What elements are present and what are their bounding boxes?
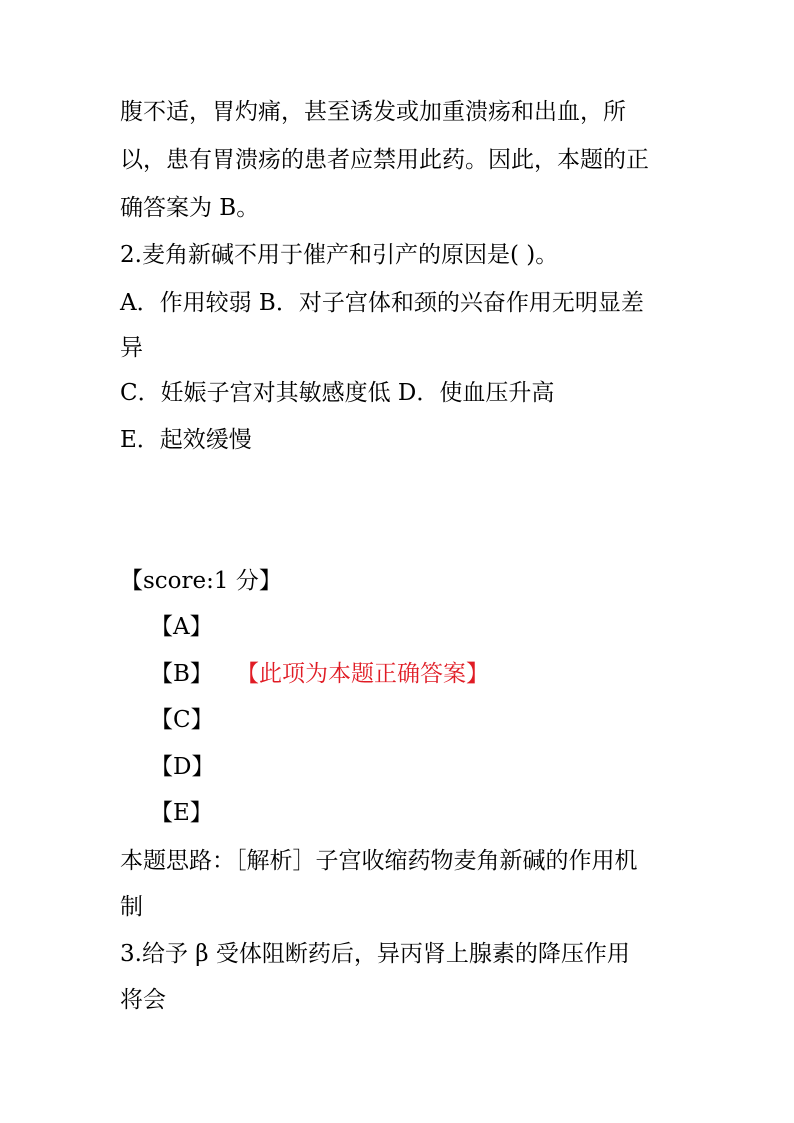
- q2-options-line-1-cont: 异: [120, 335, 143, 361]
- q3-stem-line-1: 3.给予 β 受体阻断药后，异丙肾上腺素的降压作用: [120, 941, 630, 967]
- answer-option-d: 【D】: [150, 754, 215, 780]
- q3-stem-line-2: 将会: [120, 987, 166, 1013]
- score-label: 【score:1 分】: [120, 568, 282, 594]
- analysis-line-1: 本题思路：［解析］子宫收缩药物麦角新碱的作用机: [120, 848, 638, 874]
- q1-explanation-line-1: 腹不适，胃灼痛，甚至诱发或加重溃疡和出血，所: [120, 99, 626, 125]
- q2-stem: 2.麦角新碱不用于催产和引产的原因是( )。: [120, 242, 559, 268]
- answer-option-e: 【E】: [150, 800, 213, 826]
- q1-explanation-line-3: 确答案为 B。: [120, 195, 260, 221]
- answer-option-c: 【C】: [150, 707, 214, 733]
- correct-answer-note: 【此项为本题正确答案】: [236, 661, 489, 687]
- q2-options-line-2: C．妊娠子宫对其敏感度低 D．使血压升高: [120, 380, 555, 406]
- q2-options-line-3: E．起效缓慢: [120, 427, 252, 453]
- q2-options-line-1: A．作用较弱 B．对子宫体和颈的兴奋作用无明显差: [120, 290, 644, 316]
- analysis-line-2: 制: [120, 894, 143, 920]
- q1-explanation-line-2: 以，患有胃溃疡的患者应禁用此药。因此，本题的正: [120, 147, 649, 173]
- answer-option-a: 【A】: [150, 614, 213, 640]
- answer-option-b: 【B】: [150, 661, 213, 687]
